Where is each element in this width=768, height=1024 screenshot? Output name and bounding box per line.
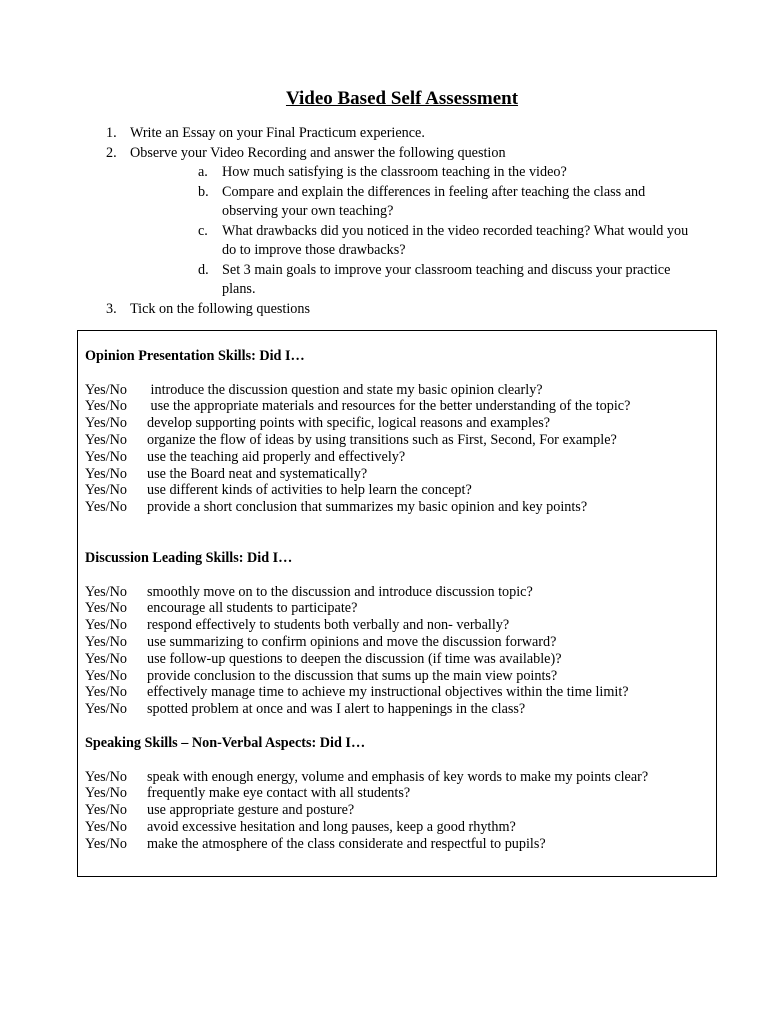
sub-list-letter: a.	[198, 164, 208, 180]
checklist-row	[85, 684, 715, 701]
question-text: provide a short conclusion that summarizes my basic opinion and key points?	[147, 499, 588, 516]
yes-no-option: Yes/No	[85, 684, 127, 701]
question-text: use the Board neat and systematically?	[147, 465, 368, 482]
yes-no-option: Yes/No	[85, 482, 127, 499]
checklist-row	[85, 651, 715, 668]
checklist-row	[85, 398, 715, 415]
question-text: make the atmosphere of the class considerate and respectful to pupils?	[147, 835, 546, 852]
question-text: use the appropriate materials and resources for the better understanding of the topic?	[147, 398, 631, 415]
yes-no-option: Yes/No	[85, 768, 127, 785]
checklist-row	[85, 584, 715, 601]
list-item	[106, 144, 726, 164]
yes-no-option: Yes/No	[85, 633, 127, 650]
question-text: introduce the discussion question and state my basic opinion clearly?	[147, 381, 543, 398]
yes-no-option: Yes/No	[85, 818, 127, 835]
question-text: provide conclusion to the discussion that sums up the main view points?	[147, 667, 558, 684]
checklist-row	[85, 617, 715, 634]
list-item	[106, 124, 726, 144]
instructions-list	[106, 124, 726, 319]
page-title: Video Based Self Assessment	[285, 88, 519, 109]
checklist-row	[85, 482, 715, 499]
checklist-row	[85, 819, 715, 836]
question-text: use different kinds of activities to help learn the concept?	[147, 482, 472, 499]
question-text: use summarizing to confirm opinions and move the discussion forward?	[147, 633, 557, 650]
sub-question-list	[198, 163, 698, 300]
sub-list-text: How much satisfying is the classroom teaching in the video?	[222, 164, 567, 180]
yes-no-option: Yes/No	[85, 431, 127, 448]
checklist-row	[85, 499, 715, 516]
checklist-row	[85, 466, 715, 483]
question-text: effectively manage time to achieve my instructional objectives within the time limit?	[147, 684, 629, 701]
section-heading: Speaking Skills – Non-Verbal Aspects: Did I…	[85, 735, 366, 751]
yes-no-option: Yes/No	[85, 398, 127, 415]
sub-list-item	[198, 183, 698, 222]
yes-no-option: Yes/No	[85, 650, 127, 667]
checklist-row	[85, 785, 715, 802]
checklist-row	[85, 701, 715, 718]
checklist-section-discussion	[85, 550, 715, 718]
yes-no-option: Yes/No	[85, 583, 127, 600]
sub-list-letter: d.	[198, 261, 209, 278]
yes-no-option: Yes/No	[85, 835, 127, 852]
list-number: 1.	[106, 125, 117, 141]
yes-no-option: Yes/No	[85, 785, 127, 802]
checklist-row	[85, 769, 715, 786]
question-text: avoid excessive hesitation and long pauses, keep a good rhythm?	[147, 818, 516, 835]
checklist-row	[85, 668, 715, 685]
checklist-section-speaking	[85, 735, 715, 853]
sub-list-item	[198, 163, 698, 183]
sub-list-letter: c.	[198, 222, 208, 239]
yes-no-option: Yes/No	[85, 499, 127, 516]
checklist-row	[85, 600, 715, 617]
yes-no-option: Yes/No	[85, 667, 127, 684]
yes-no-option: Yes/No	[85, 465, 127, 482]
checklist-row	[85, 634, 715, 651]
section-heading: Discussion Leading Skills: Did I…	[85, 550, 293, 566]
checklist-box	[77, 330, 717, 877]
question-text: use follow-up questions to deepen the discussion (if time was available)?	[147, 650, 562, 667]
yes-no-option: Yes/No	[85, 701, 127, 718]
question-text: encourage all students to participate?	[147, 600, 358, 617]
yes-no-option: Yes/No	[85, 600, 127, 617]
checklist-section-opinion	[85, 348, 715, 516]
sub-list-item	[198, 222, 698, 261]
question-text: develop supporting points with specific, logical reasons and examples?	[147, 415, 551, 432]
checklist-row	[85, 836, 715, 853]
list-number: 2.	[106, 144, 117, 161]
question-text: use the teaching aid properly and effectively?	[147, 448, 406, 465]
sub-list-item	[198, 261, 698, 300]
checklist-row	[85, 415, 715, 432]
question-text: speak with enough energy, volume and emphasis of key words to make my points clear?	[147, 768, 649, 785]
list-text: Write an Essay on your Final Practicum experience.	[130, 125, 425, 141]
list-text: Observe your Video Recording and answer the following question	[130, 144, 506, 161]
checklist-row	[85, 802, 715, 819]
sub-list-text: What drawbacks did you noticed in the video recorded teaching? What would you do to improve those drawbacks?	[222, 222, 689, 258]
question-text: smoothly move on to the discussion and introduce discussion topic?	[147, 583, 533, 600]
yes-no-option: Yes/No	[85, 448, 127, 465]
yes-no-option: Yes/No	[85, 415, 127, 432]
checklist-row	[85, 432, 715, 449]
section-heading: Opinion Presentation Skills: Did I…	[85, 348, 305, 364]
question-text: respond effectively to students both verbally and non- verbally?	[147, 617, 510, 634]
sub-list-text: Compare and explain the differences in feeling after teaching the class and observing your own teaching?	[222, 183, 646, 219]
yes-no-option: Yes/No	[85, 617, 127, 634]
sub-list-text: Set 3 main goals to improve your classroom teaching and discuss your practice plans.	[222, 261, 671, 297]
question-text: use appropriate gesture and posture?	[147, 802, 355, 819]
list-text: Tick on the following questions	[130, 300, 310, 317]
checklist-row	[85, 382, 715, 399]
checklist-row	[85, 449, 715, 466]
list-item	[106, 300, 726, 320]
yes-no-option: Yes/No	[85, 802, 127, 819]
yes-no-option: Yes/No	[85, 381, 127, 398]
question-text: organize the flow of ideas by using transitions such as First, Second, For example?	[147, 431, 617, 448]
question-text: frequently make eye contact with all students?	[147, 785, 411, 802]
list-number: 3.	[106, 300, 117, 317]
sub-list-letter: b.	[198, 183, 209, 200]
question-text: spotted problem at once and was I alert to happenings in the class?	[147, 701, 526, 718]
